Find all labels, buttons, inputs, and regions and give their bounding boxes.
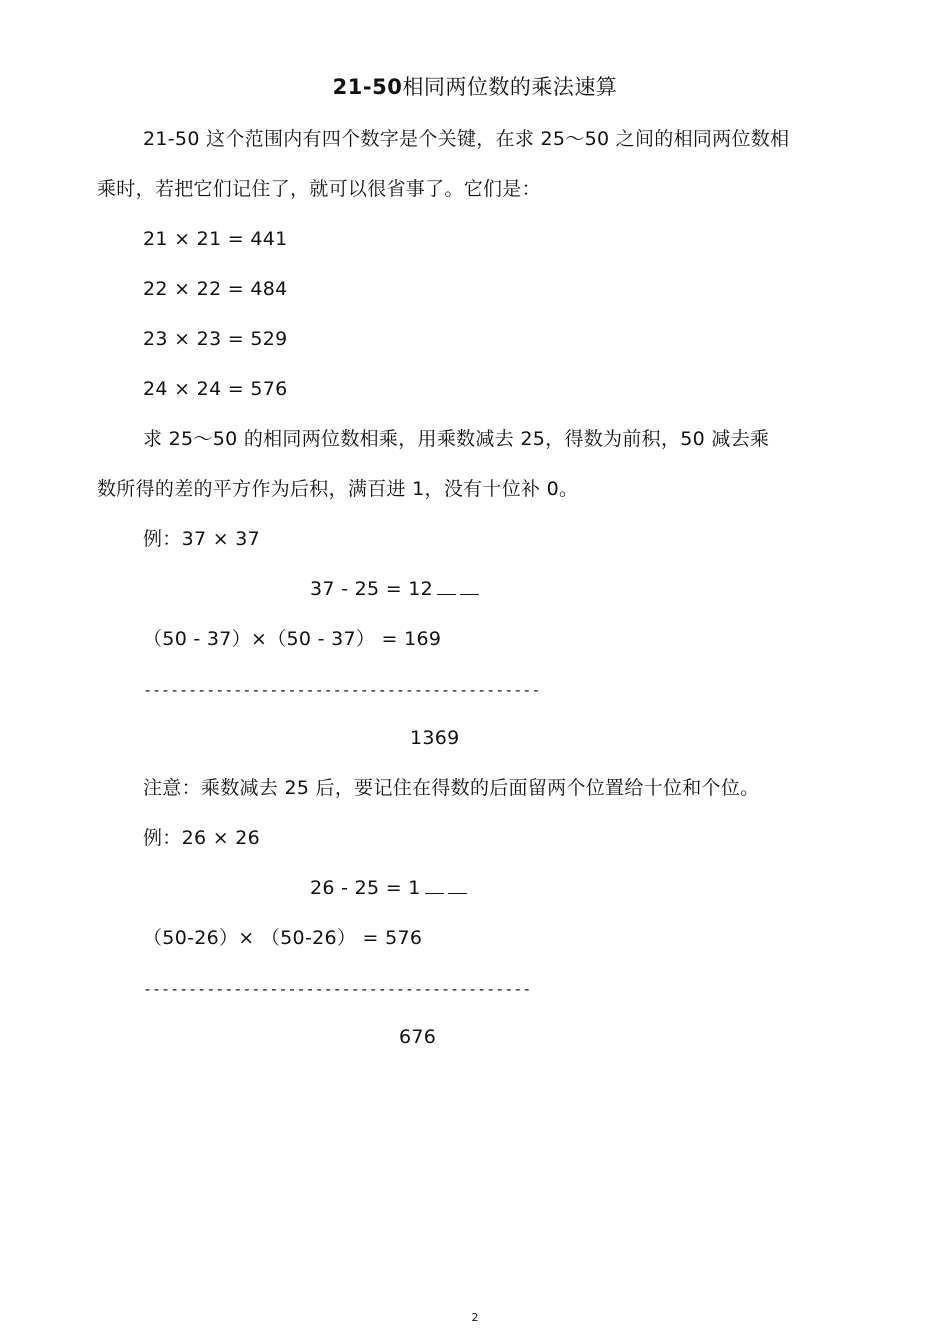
rule-line-1: 求 25～50 的相同两位数相乘，用乘数减去 25，得数为前积，50 减去乘: [143, 428, 770, 450]
example-1-step-1: [310, 577, 479, 601]
example-1-result: 1369: [410, 727, 460, 749]
document-title: [0, 74, 950, 100]
rule-line-2: 数所得的差的平方作为后积，满百进 1，没有十位补 0。: [97, 478, 579, 500]
example-1-label: 例：37 × 37: [143, 528, 261, 550]
page-number: 2: [471, 1311, 479, 1324]
intro-line-2: 乘时，若把它们记住了，就可以很省事了。它们是：: [97, 178, 541, 200]
example-1-step-2: （50 - 37）×（50 - 37） = 169: [143, 628, 442, 650]
key-fact-23: 23 × 23 = 529: [143, 328, 288, 350]
key-fact-24: 24 × 24 = 576: [143, 378, 288, 400]
example-2-label: 例：26 × 26: [143, 827, 261, 849]
note-line: 注意：乘数减去 25 后，要记住在得数的后面留两个位置给十位和个位。: [143, 777, 760, 799]
key-fact-21: 21 × 21 = 441: [143, 228, 288, 250]
intro-line-1: 21-50 这个范围内有四个数字是个关键，在求 25～50 之间的相同两位数相: [143, 128, 790, 150]
example-1-divider: --------------------------------------------: [143, 681, 541, 699]
blank-placeholder: [437, 580, 456, 595]
key-fact-22: 22 × 22 = 484: [143, 278, 288, 300]
blank-placeholder: [425, 879, 444, 894]
example-2-result: 676: [399, 1026, 437, 1048]
example-2-step-2: （50-26）× （50-26） = 576: [143, 927, 423, 949]
example-2-divider: -------------------------------------------: [143, 980, 532, 998]
example-1-step-1-text: 37 - 25 = 12: [310, 578, 434, 600]
title-text: 相同两位数的乘法速算: [402, 75, 618, 99]
example-2-step-1: [310, 876, 467, 900]
example-2-step-1-text: 26 - 25 = 1: [310, 877, 421, 899]
blank-placeholder: [460, 580, 479, 595]
title-number-range: 21-50: [332, 75, 403, 99]
blank-placeholder: [448, 879, 467, 894]
